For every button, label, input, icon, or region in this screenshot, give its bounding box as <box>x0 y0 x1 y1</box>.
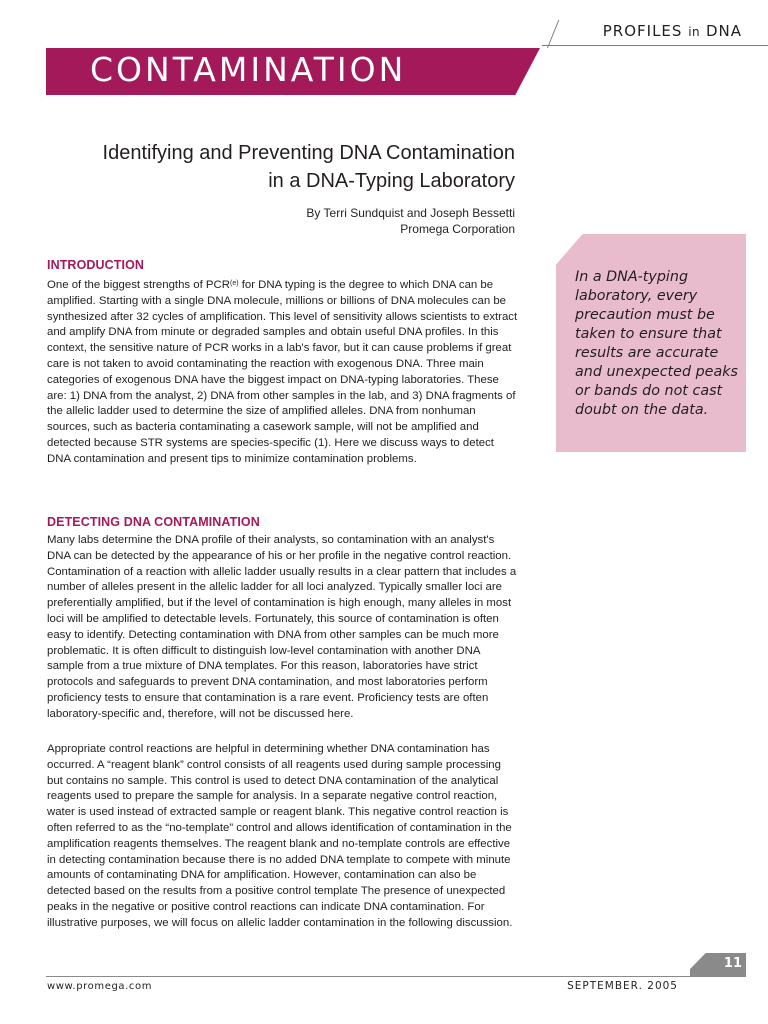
category-banner-text: CONTAMINATION <box>90 50 407 89</box>
footer-rule <box>46 976 746 977</box>
page-number: 11 <box>723 956 742 971</box>
footer-url: www.promega.com <box>47 981 153 992</box>
header-rule <box>542 45 768 46</box>
section-heading-detecting: DETECTING DNA CONTAMINATION <box>47 515 260 529</box>
series-word-in: in <box>688 25 701 39</box>
article-title-line-1: Identifying and Preventing DNA Contamination <box>102 142 515 164</box>
footer-date: SEPTEMBER. 2005 <box>567 980 678 992</box>
byline <box>200 205 515 237</box>
article-title <box>40 139 515 195</box>
intro-text-start: One of the biggest strengths of PCR <box>47 279 230 291</box>
header-divider-slash <box>547 20 559 48</box>
pullquote-text: In a DNA-typing laboratory, every precaution must be taken to ensure that results are accurate and unexpected peaks or bands do not cast doubt on the data. <box>575 269 738 418</box>
registered-superscript: (e) <box>230 280 239 287</box>
section-heading-introduction: INTRODUCTION <box>47 258 145 272</box>
introduction-paragraph <box>47 276 519 468</box>
series-word-profiles: PROFILES <box>602 22 683 40</box>
byline-authors: By Terri Sundquist and Joseph Bessetti <box>306 206 515 220</box>
series-word-dna: DNA <box>705 22 742 40</box>
intro-text-rest: for DNA typing is the degree to which DNA can be amplified. Starting with a single DNA molecule, millions or billions of DNA molecules can be synthesized after 32 cycles of amplification. This level of sensitivity allows scientists to extract and amplify DNA from minute or degraded samples and obtain useful DNA profiles. In this context, the sensitive nature of PCR works in a lab's favor, but it can cause problems if great care is not taken to avoid contaminating the reaction with exogenous DNA. Three main categories of exogenous DNA have the biggest impact on DNA-typing laboratories. These are: 1) DNA from the analyst, 2) DNA from other samples in the lab, and 3) DNA fragments of the allelic ladder used to determine the size of amplified alleles. DNA from nonhuman sources, such as bacteria contaminating a casework sample, will not be amplified and detected because STR systems are species-specific (1). Here we discuss ways to detect DNA contamination and present tips to minimize contamination problems. <box>47 279 518 465</box>
detecting-paragraph-2: Appropriate control reactions are helpful in determining whether DNA contamination has occurred. A “reagent blank” control consists of all reagents used during sample processing but contains no sample. This control is used to detect DNA contamination of the analytical reagents used to prepare the sample for analysis. In a separate negative control reaction, water is used instead of extracted sample or reagent blank. This negative control reaction is often referred to as the “no-template” control and allows identification of contamination in the amplification reagents themselves. The reagent blank and no-template controls are effective in detecting contamination because there is no added DNA template to compete with minute amounts of contaminating DNA for amplification. However, contamination can also be detected based on the results from a positive control template The presence of unexpected peaks in the negative or positive control reactions can indicate DNA contamination. For illustrative purposes, we will focus on allelic ladder contamination in the following discussion. <box>47 743 513 929</box>
byline-organization: Promega Corporation <box>400 222 515 236</box>
article-title-line-2: in a DNA-Typing Laboratory <box>268 170 515 192</box>
series-label <box>603 22 742 40</box>
detecting-paragraph-1: Many labs determine the DNA profile of their analysts, so contamination with an analyst's DNA can be detected by the appearance of his or her profile in the negative control reaction. Contamination of a reaction with allelic ladder usually results in a clear pattern that includes a number of alleles present in the allelic ladder for all loci analyzed. Typically smaller loci are preferentially amplified, but if the level of contamination is high enough, many alleles in most loci will be amplified to detectable levels. Fortunately, this source of contamination is often easy to identify. Detecting contamination with DNA from other samples can be much more problematic. It is often difficult to distinguish low-level contamination with another DNA sample from a true mixture of DNA templates. For this reason, laboratories have strict protocols and safeguards to prevent DNA contamination, and most laboratories perform proficiency tests to ensure that contamination is a rare event. Proficiency tests are often laboratory-specific and, therefore, will not be discussed here. <box>47 534 517 720</box>
